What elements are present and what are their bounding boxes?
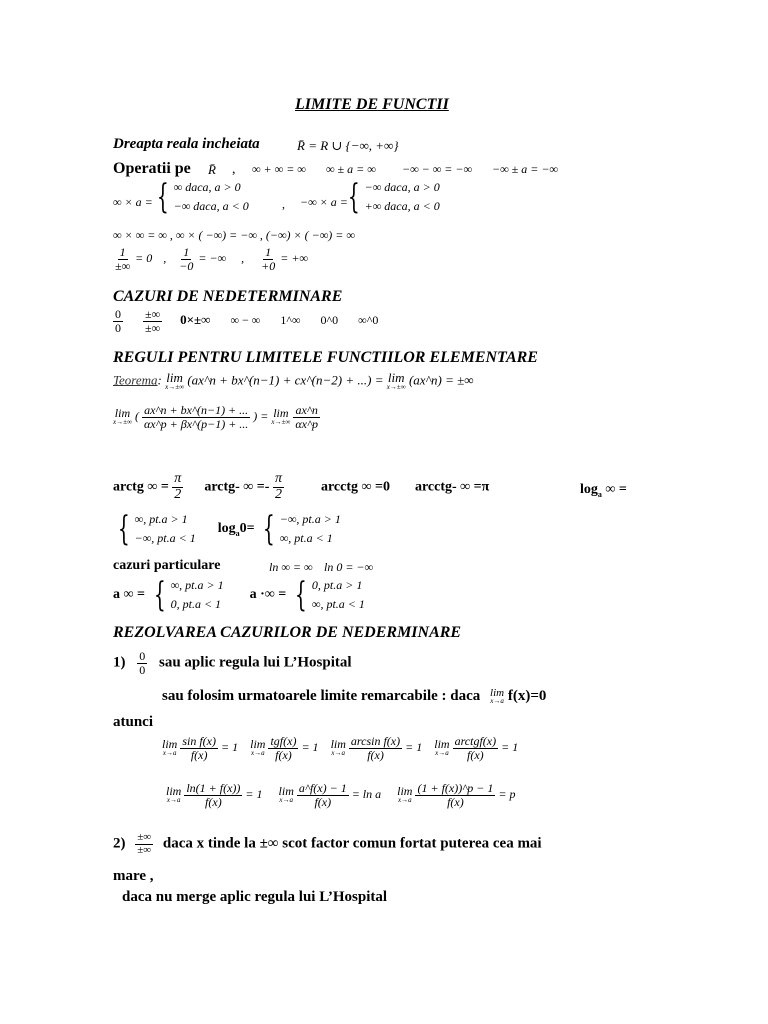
lim-sub: x→a bbox=[397, 796, 412, 805]
caz-e: 1^∞ bbox=[280, 312, 301, 327]
lim-sub: x→a bbox=[279, 796, 293, 805]
op-1: ∞ + ∞ = ∞ bbox=[252, 162, 306, 176]
caz-b-num: ±∞ bbox=[145, 307, 161, 321]
part-c2b: ∞, pt.a < 1 bbox=[311, 597, 365, 612]
n1-line2 bbox=[162, 688, 546, 705]
lim-label: lim bbox=[162, 737, 178, 752]
f3-den: +0 bbox=[261, 258, 276, 273]
lim-label: lim bbox=[278, 784, 294, 799]
particulare-label: cazuri particulare bbox=[113, 558, 221, 573]
teorema-t1: (ax^n + bx^(n−1) + cx^(n−2) + ...) = bbox=[187, 372, 384, 388]
pi-num: π bbox=[274, 471, 282, 486]
part-c2a: 0, pt.a > 1 bbox=[311, 578, 363, 592]
f1-rhs: = 0 bbox=[135, 250, 153, 265]
lim-sub: x→±∞ bbox=[386, 383, 406, 392]
log-tail: ∞ = bbox=[605, 482, 627, 497]
caz-a-num: 0 bbox=[115, 307, 121, 321]
arctg-2: arctg- ∞ =- bbox=[204, 479, 270, 495]
r7-den: f(x) bbox=[447, 794, 464, 809]
lim-label: lim bbox=[250, 737, 266, 752]
lim-sub: x→±∞ bbox=[113, 418, 132, 427]
r7-rhs: = p bbox=[498, 786, 516, 801]
teorema-frac-row: lim x→±∞ ( $\frac{ax\^{}n + bx\^{}(n-1) + ...}{\alpha x\^{}p + \beta x\^{}(p-1) + ...}$ ) = lim x→±∞ $\frac{ax\^{}n}{\alpha x\^{}p}$ bbox=[113, 403, 319, 431]
f2-num: 1 bbox=[183, 245, 190, 259]
r3-num: arcsin f(x) bbox=[350, 734, 401, 748]
n2-num: ±∞ bbox=[137, 831, 152, 843]
lim-sub: x→a bbox=[435, 749, 449, 758]
lim-label: lim bbox=[434, 737, 450, 752]
arctg-row bbox=[113, 472, 489, 502]
operatii-label: Operatii pe bbox=[113, 160, 191, 177]
r2-num: tgf(x) bbox=[270, 734, 297, 748]
n1-row bbox=[113, 650, 352, 676]
f3-rhs: = +∞ bbox=[280, 250, 308, 265]
n2-text: daca x tinde la ±∞ scot factor comun fortat puterea cea mai bbox=[162, 835, 542, 852]
lim-sub: x→a bbox=[490, 697, 504, 706]
f1-num: 1 bbox=[119, 245, 126, 259]
lim-label: lim bbox=[273, 406, 289, 421]
case-2b: +∞ daca, a < 0 bbox=[364, 199, 440, 214]
teorema-row: Teorema: lim x→±∞ (ax^n + bx^(n−1) + cx^(n−2) + ...) = lim x→±∞ (ax^n) = ±∞ bbox=[113, 370, 474, 392]
n2-row bbox=[113, 832, 542, 856]
n2-den: ±∞ bbox=[137, 843, 152, 856]
case-1b: −∞ daca, a < 0 bbox=[173, 199, 249, 214]
dreapta-formula: R̄ = R ∪ {−∞, +∞} bbox=[297, 138, 399, 153]
r3-den: f(x) bbox=[367, 747, 384, 762]
log-inf bbox=[580, 482, 627, 499]
lim-label: lim bbox=[330, 737, 346, 752]
part-p1: a ∞ = bbox=[113, 587, 145, 603]
dreapta-label: Dreapta reala incheiata bbox=[113, 136, 260, 152]
eq: = 1 bbox=[405, 739, 423, 754]
log-c2b: ∞, pt.a < 1 bbox=[279, 531, 333, 546]
log-cases-row bbox=[113, 510, 341, 548]
brace-icon: { bbox=[262, 509, 275, 550]
rezolvarea-heading: REZOLVAREA CAZURILOR DE NEDERMINARE bbox=[113, 624, 462, 641]
part-p2: a ·∞ = bbox=[249, 587, 287, 603]
arctg-4: arcctg- ∞ =π bbox=[414, 479, 490, 495]
mult-lhs-2: −∞ × a = bbox=[300, 195, 348, 209]
t2-rhs-den: αx^p bbox=[295, 416, 319, 431]
n2-index: 2) bbox=[113, 835, 126, 852]
r6-rhs: = ln a bbox=[351, 786, 382, 801]
t2-num: ax^n + bx^(n−1) + ... bbox=[144, 403, 249, 417]
brace-icon: { bbox=[156, 177, 169, 218]
n1-index: 1) bbox=[113, 654, 126, 671]
reguli-heading: REGULI PENTRU LIMITELE FUNCTIILOR ELEMENTARE bbox=[113, 349, 538, 366]
f2-rhs: = −∞ bbox=[198, 250, 227, 265]
lim-sub: x→±∞ bbox=[271, 418, 291, 427]
t2-den: αx^p + βx^(p−1) + ... bbox=[143, 416, 249, 431]
log0-sub: a bbox=[235, 528, 240, 538]
r4-num: arctgf(x) bbox=[454, 734, 497, 748]
r1-den: f(x) bbox=[190, 747, 208, 762]
op-3: −∞ − ∞ = −∞ bbox=[402, 162, 473, 176]
caz-b-den: ±∞ bbox=[145, 320, 161, 335]
r6-den: f(x) bbox=[314, 794, 332, 809]
r5-num: ln(1 + f(x)) bbox=[186, 781, 241, 795]
log0-label: log bbox=[217, 520, 236, 536]
mult-line-2: ∞ × ∞ = ∞ , ∞ × ( −∞) = −∞ , (−∞) × ( −∞) = ∞ bbox=[113, 228, 355, 242]
f2-den: −0 bbox=[179, 258, 194, 273]
arctg-1: arctg ∞ = bbox=[113, 479, 169, 495]
log-c1a: ∞, pt.a > 1 bbox=[134, 512, 188, 526]
brace-icon: { bbox=[153, 575, 166, 616]
cazuri-heading: CAZURI DE NEDETERMINARE bbox=[113, 288, 343, 305]
exp-row bbox=[113, 576, 365, 614]
mult-cases-1 bbox=[152, 178, 249, 216]
lim-sub: x→a bbox=[331, 749, 346, 758]
lim-label: lim bbox=[166, 370, 183, 385]
mult-lhs-1: ∞ × a = bbox=[113, 195, 153, 209]
pi-den: 2 bbox=[174, 486, 182, 502]
log-label: log bbox=[580, 482, 598, 497]
comma: , bbox=[232, 162, 236, 177]
brace-icon: { bbox=[117, 509, 130, 550]
remarkable-row-1 bbox=[162, 735, 518, 761]
pi-num: π bbox=[174, 471, 182, 486]
caz-a-den: 0 bbox=[115, 320, 121, 335]
log-sub: a bbox=[597, 489, 602, 499]
eq: = 1 bbox=[301, 739, 319, 754]
f1-den: ±∞ bbox=[115, 258, 131, 273]
n1-text: sau aplic regula lui L’Hospital bbox=[159, 654, 352, 671]
op-4: −∞ ± a = −∞ bbox=[492, 162, 558, 176]
log-c2a: −∞, pt.a > 1 bbox=[279, 512, 341, 526]
teorema-label: Teorema bbox=[113, 372, 158, 388]
t2-rhs-num: ax^n bbox=[295, 403, 318, 417]
lim-label: lim bbox=[387, 370, 405, 385]
part-c1b: 0, pt.a < 1 bbox=[170, 597, 222, 612]
lim-label: lim bbox=[114, 406, 131, 421]
lim-label: lim bbox=[166, 784, 182, 799]
n2-line2: mare , bbox=[113, 868, 154, 884]
case-1a: ∞ daca, a > 0 bbox=[173, 180, 241, 194]
atunci: atunci bbox=[113, 714, 154, 730]
log0-tail: 0= bbox=[239, 520, 255, 536]
caz-d: ∞ − ∞ bbox=[230, 312, 261, 327]
lim-label: lim bbox=[397, 784, 413, 799]
comma: , bbox=[282, 197, 285, 211]
f3-num: 1 bbox=[265, 245, 272, 259]
r5-rhs: = 1 bbox=[245, 786, 263, 801]
r6-num: a^f(x) − 1 bbox=[298, 781, 347, 795]
lim-sub: x→a bbox=[162, 749, 177, 758]
cazuri-row bbox=[113, 308, 378, 334]
r5-den: f(x) bbox=[205, 794, 222, 809]
brace-icon: { bbox=[295, 575, 308, 616]
frac-row: $\frac{1}{\pm\infty}$ = 0 , $\frac{1}{-0}$ = −∞ , $\frac{1}{+0}$ = +∞ bbox=[115, 245, 308, 273]
part-f1: ln ∞ = ∞ bbox=[269, 560, 313, 574]
n1-line2-tail: f(x)=0 bbox=[507, 688, 547, 704]
page-title: LIMITE DE FUNCTII bbox=[295, 96, 449, 113]
eq: = 1 bbox=[501, 739, 519, 754]
n1-num: 0 bbox=[139, 649, 146, 663]
r7-num: (1 + f(x))^p − 1 bbox=[417, 781, 494, 795]
lim-label: lim bbox=[490, 687, 505, 700]
case-2a: −∞ daca, a > 0 bbox=[364, 180, 440, 194]
n2-line3: daca nu merge aplic regula lui L’Hospital bbox=[122, 889, 388, 905]
caz-c: 0×±∞ bbox=[180, 311, 211, 327]
lim-sub: x→±∞ bbox=[165, 383, 185, 392]
caz-f: 0^0 bbox=[320, 312, 339, 327]
caz-g: ∞^0 bbox=[358, 312, 379, 327]
r2-den: f(x) bbox=[275, 747, 292, 762]
part-c1a: ∞, pt.a > 1 bbox=[170, 578, 224, 592]
lim-sub: x→a bbox=[166, 796, 181, 805]
part-f2: ln 0 = −∞ bbox=[324, 560, 374, 574]
n1-line2-text: sau folosim urmatoarele limite remarcabile : daca bbox=[162, 688, 481, 704]
n1-den: 0 bbox=[139, 662, 146, 677]
arctg-3: arcctg ∞ =0 bbox=[320, 479, 390, 495]
pi-den: 2 bbox=[274, 486, 282, 502]
r1-num: sin f(x) bbox=[182, 734, 216, 748]
operatii-rbar: R̄ bbox=[208, 162, 216, 177]
remarkable-row-2 bbox=[166, 782, 515, 808]
eq: = 1 bbox=[221, 739, 239, 754]
mult-cases-2 bbox=[343, 178, 440, 216]
teorema-t1-rhs: (ax^n) = ±∞ bbox=[408, 372, 474, 388]
log-c1b: −∞, pt.a < 1 bbox=[134, 531, 196, 546]
lim-sub: x→a bbox=[250, 749, 265, 758]
brace-icon: { bbox=[347, 177, 360, 218]
r4-den: f(x) bbox=[467, 747, 484, 762]
log0 bbox=[218, 521, 258, 536]
op-2: ∞ ± a = ∞ bbox=[326, 162, 376, 176]
